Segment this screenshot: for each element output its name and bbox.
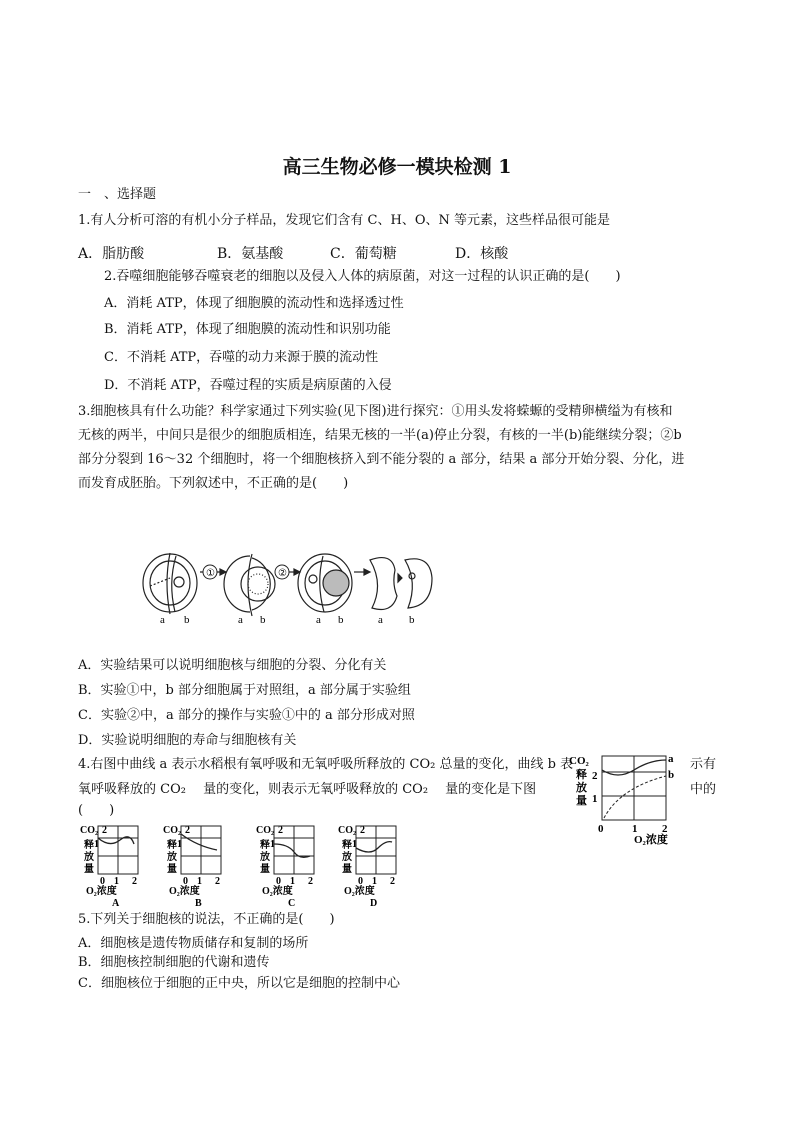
page-title: 高三生物必修一模块检测 1: [282, 156, 512, 178]
xtick-0: 0: [276, 876, 281, 887]
q3-stem-line3: 部分分裂到 16～32 个细胞时，将一个细胞核挤入到不能分裂的 a 部分，结果 a 部分开始分裂、分化，进: [78, 452, 685, 467]
curve-b: [604, 776, 666, 818]
label-a: a: [160, 614, 165, 626]
q4-stem-line2-tail: 中的: [690, 782, 717, 797]
ytick-1: 1: [94, 839, 99, 850]
q1-option-c: C．葡萄糖: [330, 246, 397, 262]
main-xtick-0: 0: [598, 823, 604, 835]
xtick-1: 1: [197, 876, 202, 887]
ytick-1: 1: [270, 839, 275, 850]
q3-stem-line4: 而发育成胚胎。下列叙述中，不正确的是( ): [78, 476, 349, 491]
xlabel: O₂浓度: [169, 886, 200, 897]
label-a: a: [316, 614, 321, 626]
label-b: b: [338, 614, 344, 626]
q4-answer-paren: ( ): [78, 803, 115, 818]
option-letter: B: [195, 898, 202, 909]
main-xtick-1: 1: [632, 823, 638, 835]
step2-label: ②: [278, 568, 287, 579]
main-ylabel-char: 量: [576, 795, 587, 807]
main-ylabel-char: 释: [576, 769, 587, 781]
main-ytick-1: 1: [592, 793, 598, 805]
curve-b-label: b: [668, 769, 675, 781]
q5-stem: 5.下列关于细胞核的说法，不正确的是( ): [78, 912, 335, 927]
section-heading: 一 、选择题: [78, 187, 157, 202]
main-ylabel-char: 放: [576, 782, 587, 794]
q4-stem-line2: 氧呼吸释放的 CO₂ 量的变化，则表示无氧呼吸释放的 CO₂ 量的变化是下图: [78, 782, 537, 797]
xlabel: O₂浓度: [86, 886, 117, 897]
ylabel-char: 释: [342, 840, 352, 851]
main-ytick-2: 2: [592, 770, 598, 782]
main-xtick-2: 2: [662, 823, 668, 835]
q4-main-chart: [566, 752, 686, 848]
xtick-1: 1: [114, 876, 119, 887]
option-chart-c: [256, 822, 331, 910]
ylabel-co2: CO₂: [256, 825, 274, 836]
q3-stem-line1: 3.细胞核具有什么功能？科学家通过下列实验(见下图)进行探究：①用头发将蝾螈的受精卵横缢为有核和: [78, 404, 673, 419]
q1-option-d: D．核酸: [455, 246, 509, 262]
ytick-2: 2: [185, 825, 190, 836]
q3-experiment-figure: [140, 548, 440, 628]
curve-a-label: a: [668, 753, 674, 765]
q5-option-c: C．细胞核位于细胞的正中央，所以它是细胞的控制中心: [78, 976, 400, 991]
label-b: b: [260, 614, 266, 626]
option-letter: A: [112, 898, 120, 909]
xtick-0: 0: [183, 876, 188, 887]
option-chart-d: [338, 822, 413, 910]
ylabel-co2: CO₂: [338, 825, 356, 836]
xtick-2: 2: [132, 876, 137, 887]
q1-option-a: A．脂肪酸: [78, 246, 145, 262]
option-letter: C: [288, 898, 296, 909]
ylabel-co2: CO₂: [80, 825, 98, 836]
option-chart-b: [163, 822, 238, 910]
q5-option-b: B．细胞核控制细胞的代谢和遗传: [78, 955, 270, 970]
q4-stem-line1: 4.右图中曲线 a 表示水稻根有氧呼吸和无氧呼吸所释放的 CO₂ 总量的变化，曲线 b 表: [78, 757, 574, 772]
q4-stem-line1-tail: 示有: [690, 757, 717, 772]
q1-option-b: B．氨基酸: [217, 246, 284, 262]
q3-option-c: C．实验②中，a 部分的操作与实验①中的 a 部分形成对照: [78, 708, 415, 723]
ytick-2: 2: [360, 825, 365, 836]
q2-option-c: C．不消耗 ATP，吞噬的动力来源于膜的流动性: [104, 350, 379, 365]
q3-option-a: A．实验结果可以说明细胞核与细胞的分裂、分化有关: [78, 658, 387, 673]
option-curve: [274, 844, 310, 857]
ylabel-char: 放: [260, 852, 270, 863]
ylabel-char: 释: [260, 840, 270, 851]
xtick-2: 2: [215, 876, 220, 887]
xtick-0: 0: [100, 876, 105, 887]
ytick-2: 2: [102, 825, 107, 836]
ytick-1: 1: [352, 839, 357, 850]
q3-option-d: D．实验说明细胞的寿命与细胞核有关: [78, 733, 297, 748]
q2-option-b: B．消耗 ATP，体现了细胞膜的流动性和识别功能: [104, 322, 391, 337]
ylabel-char: 释: [84, 840, 94, 851]
q1-stem: 1.有人分析可溶的有机小分子样品，发现它们含有 C、H、O、N 等元素，这些样品很可能是: [78, 213, 610, 228]
main-xlabel: O₂浓度: [634, 834, 668, 846]
label-a: a: [238, 614, 243, 626]
label-b: b: [409, 614, 415, 626]
ylabel-char: 释: [167, 840, 177, 851]
ytick-2: 2: [278, 825, 283, 836]
xtick-1: 1: [290, 876, 295, 887]
option-letter: D: [370, 898, 378, 909]
ylabel-char: 量: [84, 864, 94, 875]
ylabel-char: 量: [342, 864, 352, 875]
xtick-2: 2: [390, 876, 395, 887]
main-ylabel-co2: CO₂: [569, 755, 589, 767]
option-curve: [181, 834, 217, 850]
q3-option-b: B．实验①中，b 部分细胞属于对照组，a 部分属于实验组: [78, 683, 411, 698]
xtick-1: 1: [372, 876, 377, 887]
option-curve: [356, 842, 392, 852]
ylabel-co2: CO₂: [163, 825, 181, 836]
xlabel: O₂浓度: [344, 886, 375, 897]
xtick-0: 0: [358, 876, 363, 887]
label-b: b: [184, 614, 190, 626]
ylabel-char: 放: [342, 852, 352, 863]
q2-stem: 2.吞噬细胞能够吞噬衰老的细胞以及侵入人体的病原菌，对这一过程的认识正确的是( ): [104, 269, 621, 284]
q2-option-d: D．不消耗 ATP，吞噬过程的实质是病原菌的入侵: [104, 378, 392, 393]
xtick-2: 2: [308, 876, 313, 887]
xlabel: O₂浓度: [262, 886, 293, 897]
q5-option-a: A．细胞核是遗传物质储存和复制的场所: [78, 936, 309, 951]
ylabel-char: 量: [167, 864, 177, 875]
label-a: a: [378, 614, 383, 626]
option-chart-a: [80, 822, 155, 910]
ylabel-char: 放: [167, 852, 177, 863]
step1-label: ①: [206, 568, 215, 579]
ytick-1: 1: [177, 839, 182, 850]
q2-option-a: A．消耗 ATP，体现了细胞膜的流动性和选择透过性: [104, 296, 404, 311]
q3-stem-line2: 无核的两半，中间只是很少的细胞质相连，结果无核的一半(a)停止分裂，有核的一半(b)能继续分裂；②b: [78, 428, 682, 443]
ylabel-char: 放: [84, 852, 94, 863]
ylabel-char: 量: [260, 864, 270, 875]
